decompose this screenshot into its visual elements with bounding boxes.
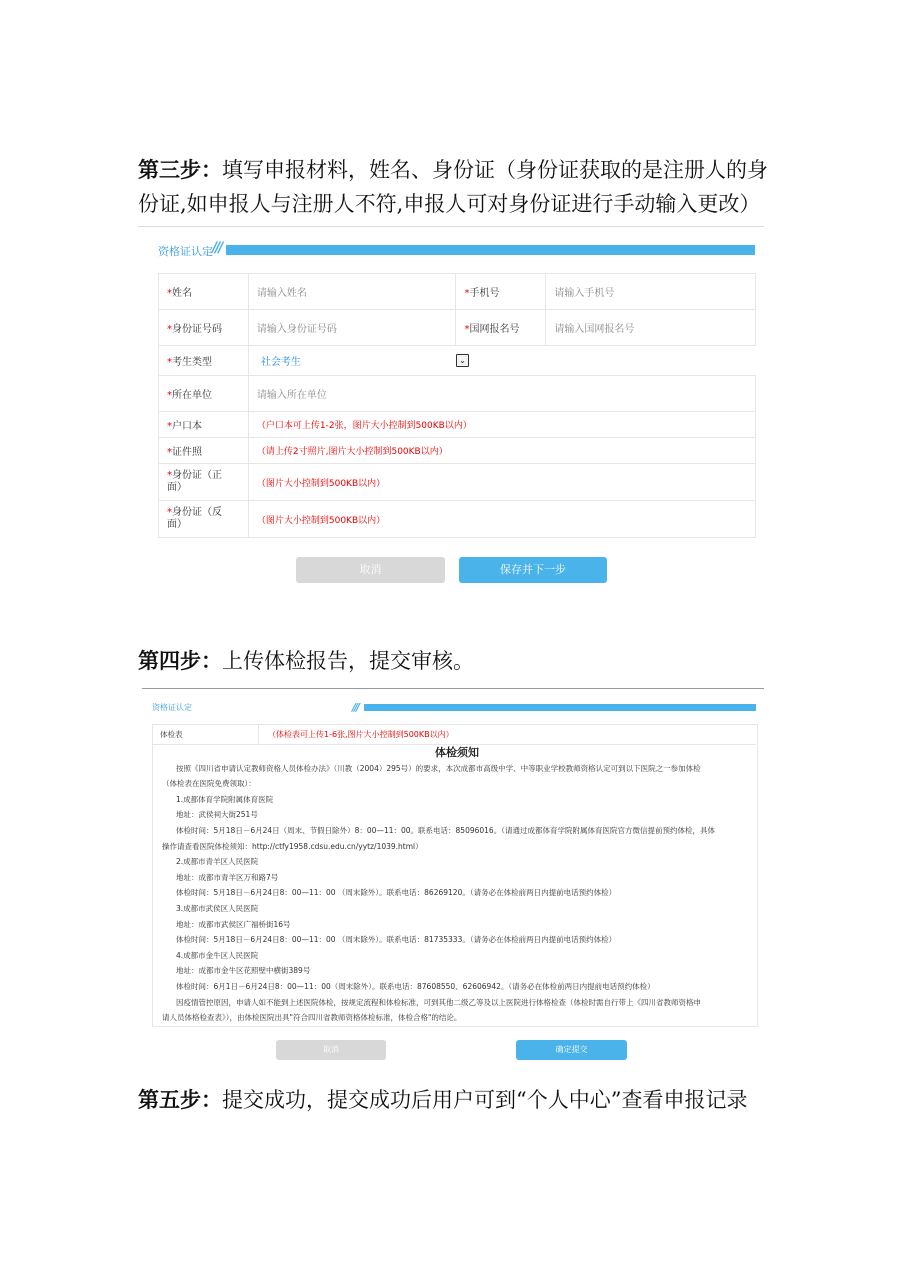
step3-line2: 份证,如申报人与注册人不符,申报人可对身份证进行手动输入更改） — [138, 192, 761, 216]
save-next-button[interactable]: 保存并下一步 — [459, 557, 607, 583]
cancel-button[interactable]: 取消 — [296, 557, 445, 583]
title-bar-2 — [364, 704, 756, 711]
candidate-type-select[interactable]: 社会考生 — [248, 346, 755, 376]
step5-line — [138, 1083, 747, 1117]
phone-label: *手机号 — [456, 274, 546, 310]
id-back-label: *身份证（反 面） — [159, 501, 249, 538]
name-label: *姓名 — [159, 274, 249, 310]
name-input[interactable]: 请输入姓名 — [248, 274, 456, 310]
step3-line1 — [138, 153, 768, 187]
step4-line — [138, 644, 474, 678]
notice-line: 操作请查看医院体检须知：http://ctfy1958.cdsu.edu.cn/yytz/1039.html） — [162, 841, 423, 851]
report-upload[interactable]: （体检表可上传1-6张,图片大小控制到500KB以内） — [268, 730, 454, 739]
notice-line: 体检时间：6月1日－6月24日8：00—11：00（周末除外）。联系电话：87608550、62606942。（请务必在体检前两日内提前电话预约体检） — [176, 981, 655, 991]
photo-label: *证件照 — [159, 438, 249, 464]
notice-block — [162, 745, 752, 1026]
photo-upload[interactable]: （请上传2寸照片,图片大小控制到500KB以内） — [248, 438, 755, 464]
notice-title: 体检须知 — [435, 746, 479, 759]
notice-line: 体检时间：5月18日－6月24日8：00—11：00 （周末除外）。联系电话：81735333。（请务必在体检前两日内提前电话预约体检） — [176, 935, 617, 945]
report-row — [152, 724, 756, 745]
step5-text: 提交成功，提交成功后用户可到“个人中心”查看申报记录 — [222, 1088, 748, 1112]
screenshot-top-border — [142, 688, 764, 689]
id-number-input[interactable]: 请输入身份证号码 — [248, 310, 456, 346]
step4-heading: 第四步： — [138, 649, 222, 673]
report-label: 体检表 — [160, 730, 183, 739]
notice-line: 请人员体格检查表》），由体检医院出具"符合四川省教师资格体检标准，体检合格"的结论。 — [162, 1013, 462, 1023]
notice-line: 按照《四川省申请认定教师资格人员体检办法》（川教（2004）295号）的要求，本次成都市高级中学、中等职业学校教师资格认定可到以下医院之一参加体检 — [176, 763, 701, 773]
step4-text: 上传体检报告，提交审核。 — [222, 649, 474, 673]
notice-line: 3.成都市武侯区人民医院 — [176, 903, 259, 913]
notice-line: 体检时间：5月18日－6月24日（周末、节假日除外）8：00—11：00。联系电话：85096016。（请通过成都体育学院附属体育医院官方微信提前预约体检，具体 — [176, 825, 715, 835]
title-slashes-2: /// — [352, 701, 359, 714]
phone-input[interactable]: 请输入手机号 — [546, 274, 756, 310]
candidate-type-label: *考生类型 — [159, 346, 249, 376]
chevron-down-icon[interactable]: ⌄ — [456, 354, 469, 367]
title-bar — [226, 245, 755, 255]
id-back-upload[interactable]: （图片大小控制到500KB以内） — [248, 501, 755, 538]
section-title-2: 资格证认定 — [152, 703, 192, 712]
confirm-submit-button[interactable]: 确定提交 — [516, 1040, 627, 1060]
unit-input[interactable]: 请输入所在单位 — [248, 376, 755, 412]
divider — [138, 226, 764, 227]
notice-line: 1.成都体育学院附属体育医院 — [176, 794, 274, 804]
step3-text-1: 填写申报材料，姓名、身份证（身份证获取的是注册人的身 — [222, 158, 768, 182]
id-front-label: *身份证（正 面） — [159, 464, 249, 501]
title-slashes: /// — [212, 240, 222, 256]
notice-line: 地址：成都市武侯区广福桥街16号 — [176, 919, 291, 929]
notice-line: 因疫情管控原因，申请人如不能到上述医院体检，按规定流程和体检标准，可到其他二级乙等及以上医院进行体格检查（体检时需自行带上《四川省教师资格申 — [176, 997, 701, 1007]
hukou-upload[interactable]: （户口本可上传1-2张，图片大小控制到500KB以内） — [248, 412, 755, 438]
application-form — [158, 273, 756, 538]
notice-line: 体检时间：5月18日－6月24日8：00—11：00 （周末除外）。联系电话：86269120。（请务必在体检前两日内提前电话预约体检） — [176, 888, 617, 898]
netreg-label: *国网报名号 — [456, 310, 546, 346]
notice-line: 4.成都市金牛区人民医院 — [176, 950, 259, 960]
report-row-divider — [258, 724, 259, 744]
notice-line: 地址：成都市青羊区万和路7号 — [176, 872, 279, 882]
hukou-label: *户口本 — [159, 412, 249, 438]
netreg-input[interactable]: 请输入国网报名号 — [546, 310, 756, 346]
id-front-upload[interactable]: （图片大小控制到500KB以内） — [248, 464, 755, 501]
step5-heading: 第五步： — [138, 1088, 222, 1112]
cancel-button-2[interactable]: 取消 — [276, 1040, 386, 1060]
id-number-label: *身份证号码 — [159, 310, 249, 346]
notice-line: 地址：成都市金牛区花照壁中横街389号 — [176, 966, 311, 976]
notice-line: （体检表在医院免费领取）： — [162, 779, 256, 789]
unit-label: *所在单位 — [159, 376, 249, 412]
notice-line: 地址：武侯祠大街251号 — [176, 810, 258, 820]
section-title: 资格证认定 — [158, 245, 213, 258]
step3-heading: 第三步： — [138, 158, 222, 182]
notice-line: 2.成都市青羊区人民医院 — [176, 857, 259, 867]
